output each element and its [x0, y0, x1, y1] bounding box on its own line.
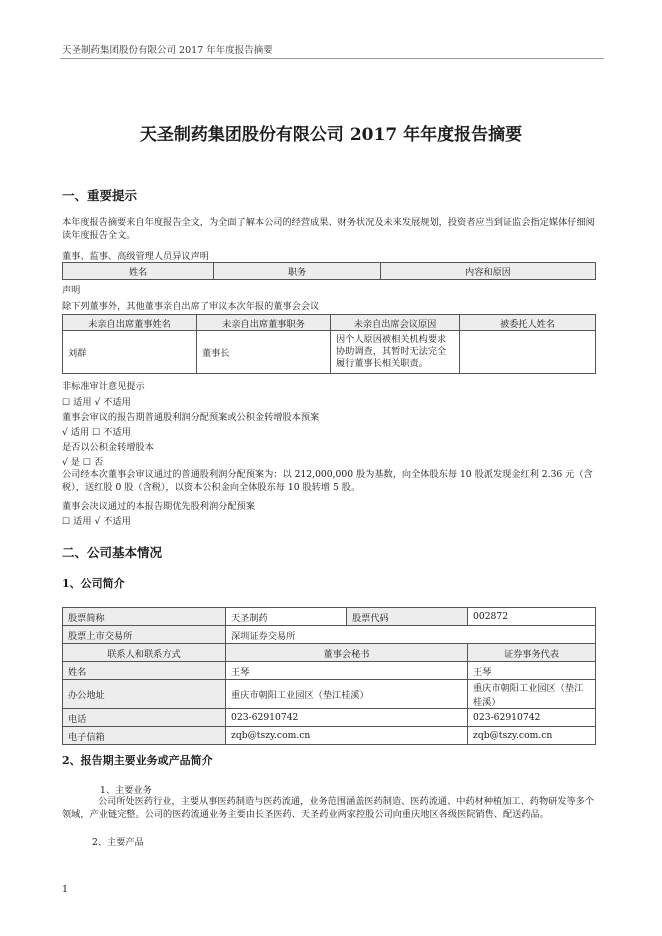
table-row: [63, 331, 596, 374]
document-title: 天圣制药集团股份有限公司 2017 年年度报告摘要: [139, 125, 523, 145]
intro-paragraph: 本年度报告摘要来自年度报告全文，为全面了解本公司的经营成果、财务状况及未来发展规划，投资者应当到证监会指定媒体仔细阅读年度报告全文。: [62, 217, 595, 241]
table-cell: 重庆市朝阳工业园区（垫江桂溪）: [468, 680, 596, 709]
preferred-dividend-options: ☐ 适用 √ 不适用: [62, 516, 131, 527]
nonstandard-audit-options: ☐ 适用 √ 不适用: [62, 397, 131, 408]
table-cell: 023-62910742: [226, 709, 468, 727]
table-header-cell: 联系人和联系方式: [63, 644, 226, 662]
absent-directors-table: [62, 314, 596, 374]
table-header-cell: 未亲自出席会议原因: [331, 315, 460, 331]
table-header-cell: 被委托人姓名: [460, 315, 596, 331]
profit-plan-options: √ 适用 ☐ 不适用: [62, 427, 131, 438]
main-products-label: 2、主要产品: [92, 837, 144, 848]
attendance-text: 除下列董事外，其他董事亲自出席了审议本次年报的董事会会议: [62, 301, 320, 312]
table-header-cell: 证券事务代表: [468, 644, 596, 662]
table-cell: 重庆市朝阳工业园区（垫江桂溪）: [226, 680, 468, 709]
company-profile-table: [62, 607, 596, 745]
table-header-cell: 姓名: [63, 263, 214, 280]
table-cell: 023-62910742: [468, 709, 596, 727]
table-cell-label: 股票上市交易所: [63, 626, 226, 644]
dividend-paragraph: 公司经本次董事会审议通过的普通股利润分配预案为：以 212,000,000 股为基数，向全体股东每 10 股派发现金红利 2.36 元（含税），送红股 0 股（含税），以资本公积金向全体股东每 10 股转增 5 股。: [62, 469, 593, 493]
table-cell: 刘群: [63, 331, 197, 374]
table-row: [63, 680, 596, 709]
main-business-paragraph: 公司所处医药行业，主要从事医药制造与医药流通，业务范围涵盖医药制造、医药流通、中药材种植加工、药物研发等多个领域，产业链完整。公司的医药流通业务主要由长圣医药、天圣药业两家控股公司向重庆地区各级医院销售、配送药品。: [62, 796, 595, 820]
table-cell-label: 股票代码: [347, 608, 468, 626]
table-row: [63, 709, 596, 727]
nonstandard-audit-label: 非标准审计意见提示: [62, 381, 145, 392]
table-row: [63, 662, 596, 680]
table-cell: 王琴: [468, 662, 596, 680]
main-business-label: 1、主要业务: [100, 785, 152, 796]
reason-line: 协助调查，其暂时无法完全: [336, 346, 447, 357]
table-cell: 王琴: [226, 662, 468, 680]
statement-label: 声明: [62, 285, 81, 296]
table-header-cell: 内容和原因: [381, 263, 596, 280]
table-header-cell: 未亲自出席董事姓名: [63, 315, 197, 331]
table-cell-label: 姓名: [63, 662, 226, 680]
table-header-row: [63, 263, 596, 280]
header-divider: [60, 58, 604, 59]
section-heading-important-notes: 一、重要提示: [62, 188, 138, 203]
reserve-options: √ 是 ☐ 否: [62, 457, 104, 468]
table-cell-label: 电话: [63, 709, 226, 727]
table-row: [63, 608, 596, 626]
table-header-row: [63, 644, 596, 662]
table-cell-reason: [331, 331, 460, 374]
preferred-dividend-label: 董事会决议通过的本报告期优先股利润分配预案: [62, 501, 255, 512]
table-cell: zqb@tszy.com.cn: [468, 727, 596, 745]
reason-line: 因个人原因被相关机构要求: [336, 334, 447, 345]
table-row: [63, 626, 596, 644]
table-cell: 深圳证券交易所: [226, 626, 596, 644]
table-header-cell: 董事会秘书: [226, 644, 468, 662]
table-cell: zqb@tszy.com.cn: [226, 727, 468, 745]
table-cell: 天圣制药: [226, 608, 347, 626]
reserve-label: 是否以公积金转增股本: [62, 442, 154, 453]
reason-line: 履行董事长相关职责。: [336, 358, 428, 369]
table-header-row: [63, 315, 596, 331]
page-number: 1: [62, 884, 69, 895]
table-row: [63, 727, 596, 745]
table-header-cell: 未亲自出席董事职务: [197, 315, 331, 331]
table-cell-label: 电子信箱: [63, 727, 226, 745]
table-cell: [460, 331, 596, 374]
subsection-heading-business: 2、报告期主要业务或产品简介: [62, 754, 213, 767]
running-header: 天圣制药集团股份有限公司 2017 年年度报告摘要: [62, 45, 273, 56]
table-header-cell: 职务: [214, 263, 381, 280]
table-cell-label: 办公地址: [63, 680, 226, 709]
subsection-heading-profile: 1、公司简介: [62, 577, 125, 590]
objection-table: [62, 262, 596, 280]
section-heading-company-info: 二、公司基本情况: [62, 545, 163, 560]
profit-plan-label: 董事会审议的报告期普通股利润分配预案或公积金转增股本预案: [62, 412, 320, 423]
table-cell: 董事长: [197, 331, 331, 374]
table-cell-label: 股票简称: [63, 608, 226, 626]
objection-label: 董事、监事、高级管理人员异议声明: [62, 251, 209, 262]
table-cell: 002872: [468, 608, 596, 626]
